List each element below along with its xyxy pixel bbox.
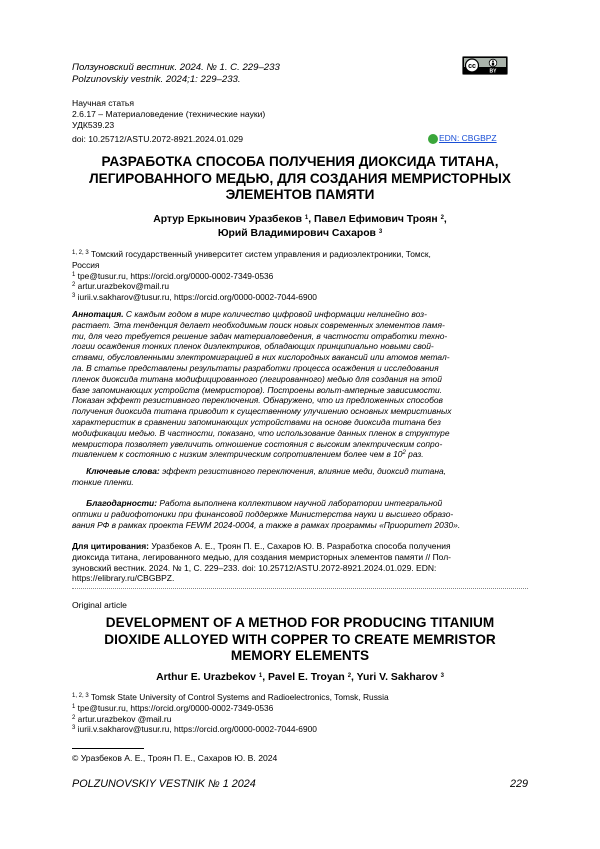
keywords-text: эффект резистивного переключения, влияние меди, диоксид титана, (162, 466, 447, 476)
abstract-tail: раз. (405, 449, 424, 460)
footnote-rule (72, 748, 144, 749)
ack-text: вания РФ в рамках проекта FEWM 2024-0004, а также в рамках программы «Приоритет 2030». (72, 519, 461, 530)
abstract-line: тивлением к состоянию с низким электрическим сопротивлением более чем в 10 (72, 449, 403, 460)
section-divider (72, 588, 528, 589)
abstract-line: пленок диоксида титана модифицированного (легированного) медью для создания на этой (72, 373, 442, 384)
original-article-label: Original article (72, 600, 127, 610)
acknowledgments-label: Благодарности: (86, 498, 158, 508)
author-en: Pavel E. Troyan (267, 672, 345, 683)
author-sup: 1 (258, 673, 263, 679)
journal-ref-en: Polzunovskiy vestnik. 2024;1: 229–233. (72, 74, 241, 85)
affiliations-en (72, 692, 532, 735)
aff-sup: 1 (72, 703, 76, 710)
author-sup: 1 (304, 215, 309, 221)
article-field: 2.6.17 – Материаловедение (технические науки) (72, 109, 266, 119)
keywords-text: тонкие пленки. (72, 476, 134, 487)
title-ru-line: ЭЛЕМЕНТОВ ПАМЯТИ (225, 187, 375, 202)
author-contact[interactable]: tpe@tusur.ru, https://orcid.org/0000-0002-7349-0536 (77, 702, 274, 713)
author-en: Arthur E. Urazbekov (156, 672, 256, 683)
abstract-line: С каждым годом в мире количество цифровой информации нелинейно воз- (125, 309, 427, 319)
svg-text:cc: cc (468, 63, 476, 70)
abstract-line: модификации медью. В частности, показано, что использование данных пленок в структуре (72, 427, 450, 438)
edn-link[interactable]: EDN: CBGBPZ (439, 133, 497, 143)
aff-sup: 2 (72, 282, 76, 289)
title-ru-line: РАЗРАБОТКА СПОСОБА ПОЛУЧЕНИЯ ДИОКСИДА ТИТАНА, (101, 154, 499, 169)
edn-link-icon (428, 134, 438, 144)
power-sup: 2 (402, 450, 406, 457)
aff-sup: 3 (72, 725, 76, 732)
affiliation-text: Tomsk State University of Control Systems and Radioelectronics, Tomsk, Russia (90, 692, 389, 702)
aff-sup: 1, 2, 3 (72, 250, 89, 256)
citation-text: диоксида титана, легированного медью, для создания мемристорных элементов памяти // Пол- (72, 551, 452, 562)
abstract-line: ла. В статье представлены результаты разработки процесса осаждения и исследования (72, 362, 439, 373)
affiliation-text: Россия (72, 259, 100, 270)
abstract-line: базе запоминающих устройств (мемристоров). Построены вольт-амперные зависимости. (72, 384, 443, 395)
title-en-line: MEMORY ELEMENTS (230, 648, 370, 663)
aff-sup: 3 (72, 293, 76, 300)
author-sup: 3 (440, 673, 444, 679)
author-contact[interactable]: iurii.v.sakharov@tusur.ru, https://orcid.org/0000-0002-7044-6900 (77, 724, 317, 735)
abstract-line: логии осаждения тонких пленок диэлектриков, обладающих принципиально новыми свой- (72, 341, 434, 352)
author-sup: 2 (440, 215, 444, 221)
page-number: 229 (509, 778, 528, 790)
author-ru: Павел Ефимович Троян (314, 214, 438, 225)
abstract-line: ти, для чего требуется решение задач материаловедения, в частности отработки техно- (72, 330, 448, 341)
footer-journal: POLZUNOVSKIY VESTNIK № 1 2024 (72, 778, 256, 790)
citation-label: Для цитирования: (72, 541, 149, 551)
svg-text:BY: BY (489, 68, 497, 74)
author-contact[interactable]: iurii.v.sakharov@tusur.ru, https://orcid.org/0000-0002-7044-6900 (77, 292, 317, 303)
aff-sup: 1, 2, 3 (72, 693, 89, 699)
author-contact[interactable]: artur.urazbekov@mail.ru (77, 281, 170, 292)
ack-text: Работа выполнена коллективом научной лаборатории интегральной (159, 498, 443, 508)
title-en-line: DIOXIDE ALLOYED WITH COPPER TO CREATE MEMRISTOR (104, 631, 496, 647)
abstract-ru (72, 309, 528, 460)
article-title-en (70, 615, 530, 665)
aff-sup: 2 (72, 714, 76, 721)
cc-by-license-icon[interactable] (462, 56, 508, 75)
ack-text: оптики и радиофотоники при финансовой поддержке Министерства науки и высшего образо- (72, 508, 454, 519)
article-type: Научная статья (72, 98, 135, 108)
abstract-label: Аннотация. (72, 309, 124, 319)
author-ru: Артур Еркынович Уразбеков (153, 214, 303, 225)
article-title-ru (70, 154, 530, 204)
citation-text: Уразбеков А. Е., Троян П. Е., Сахаров Ю. В. Разработка способа получения (151, 541, 451, 551)
udc-code: УДК539.23 (72, 120, 115, 130)
author-ru: Юрий Владимирович Сахаров (217, 228, 376, 239)
authors-en: Arthur E. Urazbekov $^1$, Pavel E. Troyan $^2$, Yuri V. Sakharov $^3$ (156, 672, 444, 683)
affiliations-ru (72, 249, 532, 303)
citation-text: зуновский вестник. 2024. № 1, С. 229–233. doi: 10.25712/ASTU.2072-8921.2024.01.029. EDN: (72, 562, 437, 573)
title-en-line: DEVELOPMENT OF A METHOD FOR PRODUCING TITANIUM (105, 615, 495, 630)
citation-ru (72, 541, 528, 584)
citation-link[interactable]: https://elibrary.ru/CBGBPZ. (72, 573, 175, 584)
title-ru-line: ЛЕГИРОВАННОГО МЕДЬЮ, ДЛЯ СОЗДАНИЯ МЕМРИСТОРНЫХ (89, 170, 511, 186)
aff-sup: 1 (72, 271, 76, 278)
keywords-label: Ключевые слова: (86, 466, 160, 476)
author-contact[interactable]: artur.urazbekov @mail.ru (77, 713, 172, 724)
abstract-line: ствами, обусловленными электромиграцией в них кислородных вакансий или атомов метал- (72, 352, 450, 363)
journal-ref-ru: Ползуновский вестник. 2024. № 1. С. 229–233 (72, 62, 280, 73)
abstract-line: Показан эффект резистивного переключения. Обнаружено, что из предложенных способов (72, 395, 443, 406)
keywords-ru (72, 466, 528, 488)
author-sup: 2 (347, 673, 352, 679)
authors-ru: Артур Еркынович Уразбеков $^1$, Павел Ефимович Троян $^2$, Юрий Владимирович Сахаров $^3$ (153, 214, 447, 239)
author-en: Yuri V. Sakharov (356, 672, 438, 683)
abstract-line: характеристик в сравнении запоминающих устройствами на основе диоксида титана без (72, 416, 441, 427)
author-contact[interactable]: tpe@tusur.ru, https://orcid.org/0000-0002-7349-0536 (77, 270, 274, 281)
affiliation-text: Томский государственный университет систем управления и радиоэлектроники, Томск, (91, 249, 431, 259)
abstract-line: растает. Эта тенденция делает необходимым поиск новых современных элементов памя- (72, 319, 445, 330)
author-sup: 3 (378, 229, 383, 235)
doi-ru[interactable]: doi: 10.25712/ASTU.2072-8921.2024.01.029 (72, 134, 244, 144)
abstract-line: получения диоксида титана приводит к существенному улучшению основных мемристивных (72, 406, 452, 417)
abstract-line: мемристора позволяет увеличить отношение состояния с высоким электрическим сопро- (72, 438, 443, 449)
copyright-note: © Уразбеков А. Е., Троян П. Е., Сахаров Ю. В. 2024 (72, 753, 278, 763)
acknowledgments-ru (72, 498, 528, 530)
